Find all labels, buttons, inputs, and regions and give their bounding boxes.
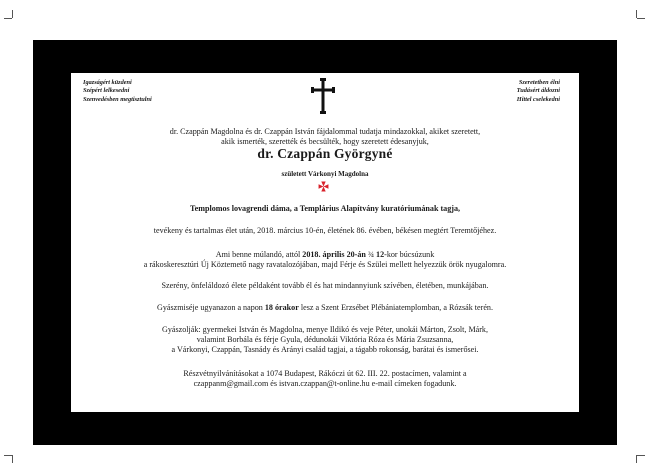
crop-mark-bottom-right-h [637, 455, 645, 456]
motto-left [83, 79, 152, 104]
mass-pre: Gyászmiséje ugyanazon a napon [156, 303, 265, 312]
motto-right [517, 79, 560, 104]
contact-line: czappanm@gmail.com és istvan.czappan@t-online.hu e-mail címeken fogadunk. [193, 379, 457, 388]
funeral-date: 2018. április 20-án [302, 250, 366, 259]
mass-time: 18 órakor [264, 303, 299, 312]
memory-line: Szerény, önfeláldozó élete példaként tovább él és hat mindannyiunk szívében, életében, munkájában. [161, 281, 489, 290]
motto-right-line: Tudásért áldozni [516, 87, 560, 95]
motto-right-line: Szeretetben élni [518, 79, 560, 86]
funeral-post: -kor búcsúzunk [384, 250, 435, 259]
crop-mark-top-left [12, 10, 13, 18]
crop-mark-bottom-right [636, 455, 637, 463]
crop-mark-top-right [636, 10, 637, 18]
mourners-line: valamint Borbála és férje Gyula, dédunokái Viktória Róza és Mária Zsuzsanna, [196, 335, 454, 344]
mourners-line: a Várkonyi, Czappán, Tasnády és Arányi család tagjai, a tágabb rokonság, barátai és ismerősei. [171, 345, 479, 354]
funeral-line [71, 250, 579, 261]
motto-left-line: Igazságért küzdeni [83, 79, 132, 86]
obituary-card [71, 73, 579, 412]
motto-left-line: Szépért lelkesedni [83, 87, 130, 95]
motto-left-line: Szenvedésben megtisztulni [83, 95, 152, 103]
motto-right-line: Hittel cselekedni [516, 95, 560, 103]
funeral-time: 12 [376, 250, 385, 259]
crop-mark-top-left-h [4, 18, 12, 19]
funeral-location: a rákoskeresztúri Új Köztemető nagy ravatalozójában, majd Férje és Szülei mellett helyezzük örök nyugalomra. [143, 260, 507, 269]
templar-cross-icon [318, 181, 329, 192]
mourners-line: Gyászolják: gyermekei István és Magdolna, menye Ildikó és veje Péter, unokái Márton, Zsolt, Márk, [161, 325, 489, 334]
templar-title: Templomos lovagrendi dáma, a Templárius Alapítvány kuratóriumának tagja, [189, 204, 461, 213]
latin-cross-icon [311, 78, 335, 114]
funeral-mid: ¾ [365, 250, 377, 259]
intro-line: akik ismerték, szerették és becsülték, hogy szeretett édesanyjuk, [221, 137, 429, 146]
contact-line: Részvétnyilvánításokat a 1074 Budapest, Rákóczi út 62. III. 22. postacímen, valamint a [183, 369, 467, 378]
crop-mark-bottom-left [12, 455, 13, 463]
funeral-pre: Ami benne múlandó, attól [215, 250, 303, 259]
crop-mark-bottom-left-h [4, 455, 12, 456]
deceased-name: dr. Czappán Györgyné [257, 146, 393, 161]
death-line: tevékeny és tartalmas élet után, 2018. március 10-én, életének 86. évében, békésen megtért Teremtőjéhez. [153, 226, 497, 235]
crop-mark-top-right-h [637, 18, 645, 19]
mass-post: lesz a Szent Erzsébet Plébániatemplomban, a Rózsák terén. [298, 303, 494, 312]
born-name: született Várkonyi Magdolna [281, 170, 369, 178]
mass-line [71, 303, 579, 314]
intro-line: dr. Czappán Magdolna és dr. Czappán István fájdalommal tudatja mindazokkal, akiket szeretett, [169, 127, 481, 136]
